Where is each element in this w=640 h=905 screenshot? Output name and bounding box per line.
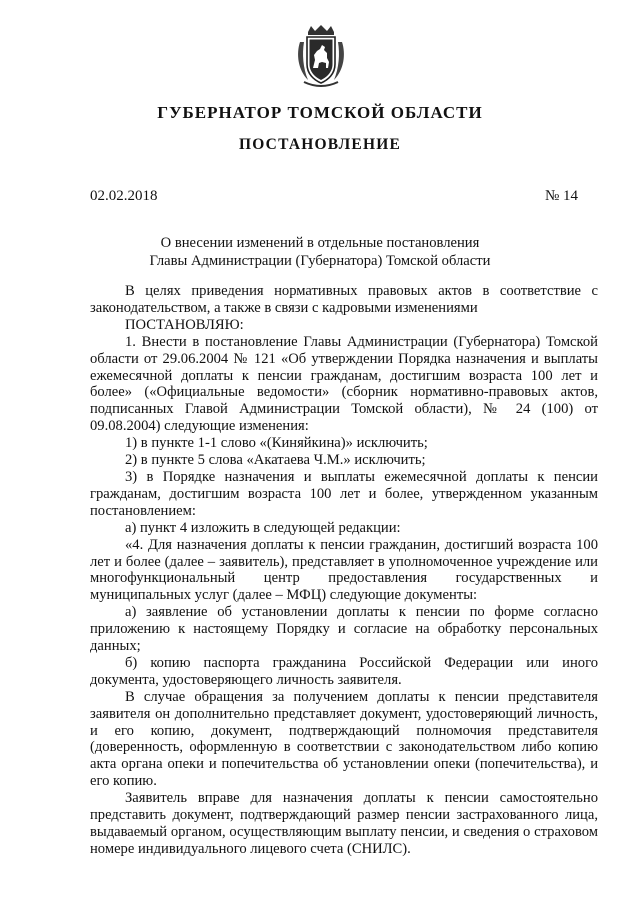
body-paragraph: а) пункт 4 изложить в следующей редакции: bbox=[125, 519, 401, 536]
body-paragraph: ПОСТАНОВЛЯЮ: bbox=[125, 316, 244, 333]
document-date: 02.02.2018 bbox=[90, 188, 158, 204]
document-number: № 14 bbox=[544, 188, 578, 204]
tomsk-coat-of-arms-icon bbox=[294, 24, 348, 88]
body-paragraph: 1) в пункте 1-1 слово «(Киняйкина)» исключить; bbox=[125, 435, 428, 452]
body-paragraph: В целях приведения нормативных правовых актов в соответствие с законодательством, а также в связи с кадровыми изменениями bbox=[90, 283, 598, 316]
document-body bbox=[90, 283, 598, 858]
body-paragraph: «4. Для назначения доплаты к пенсии гражданин, достигший возраста 100 лет и более (далее – заявитель), представляет в уполномоченное учреждение или многофункциональный центр предоставления государственных и муниципальных услуг (далее – МФЦ) следующие документы: bbox=[90, 536, 598, 604]
body-paragraph: Заявитель вправе для назначения доплаты к пенсии самостоятельно представить документ, подтверждающий размер пенсии застрахованного лица, выдаваемый органом, осуществляющим выплату пенсии, и сведения о страховом номере индивидуального лицевого счета (СНИЛС). bbox=[90, 790, 598, 857]
subject-line: О внесении изменений в отдельные постановления bbox=[160, 235, 480, 251]
body-paragraph: 1. Внести в постановление Главы Администрации (Губернатора) Томской области от 29.06.2004 № 121 «Об утверждении Порядка назначения и выплаты ежемесячной доплаты к пенсии гражданам, достигшим возраста 100 лет и более» («Официальные ведомости» (сборник нормативно-правовых актов, подписанных Главой Администрации Томской области), № 24 (100) от 09.08.2004) следующие изменения: bbox=[90, 333, 598, 435]
governor-title: ГУБЕРНАТОР ТОМСКОЙ ОБЛАСТИ bbox=[157, 103, 483, 122]
subject-line: Главы Администрации (Губернатора) Томской области bbox=[149, 253, 491, 269]
document-subject bbox=[0, 234, 640, 270]
body-paragraph: а) заявление об установлении доплаты к пенсии по форме согласно приложению к настоящему Порядку и согласие на обработку персональных данных; bbox=[90, 604, 598, 655]
document-type: ПОСТАНОВЛЕНИЕ bbox=[238, 136, 402, 153]
body-paragraph: 3) в Порядке назначения и выплаты ежемесячной доплаты к пенсии гражданам, достигшим возраста 100 лет и более, утвержденном указанным постановлением: bbox=[90, 468, 598, 519]
body-paragraph: 2) в пункте 5 слова «Акатаева Ч.М.» исключить; bbox=[125, 452, 426, 469]
body-paragraph: В случае обращения за получением доплаты к пенсии представителя заявителя он дополнительно представляет документ, удостоверяющий личность, и его копию, документ, подтверждающий полномочия представителя (доверенность, оформленную в соответствии с законодательством либо копию акта органа опеки и попечительства об установлении опеки (попечительства), и его копию. bbox=[90, 688, 598, 790]
body-paragraph: б) копию паспорта гражданина Российской Федерации или иного документа, удостоверяющего личность заявителя. bbox=[90, 654, 598, 688]
